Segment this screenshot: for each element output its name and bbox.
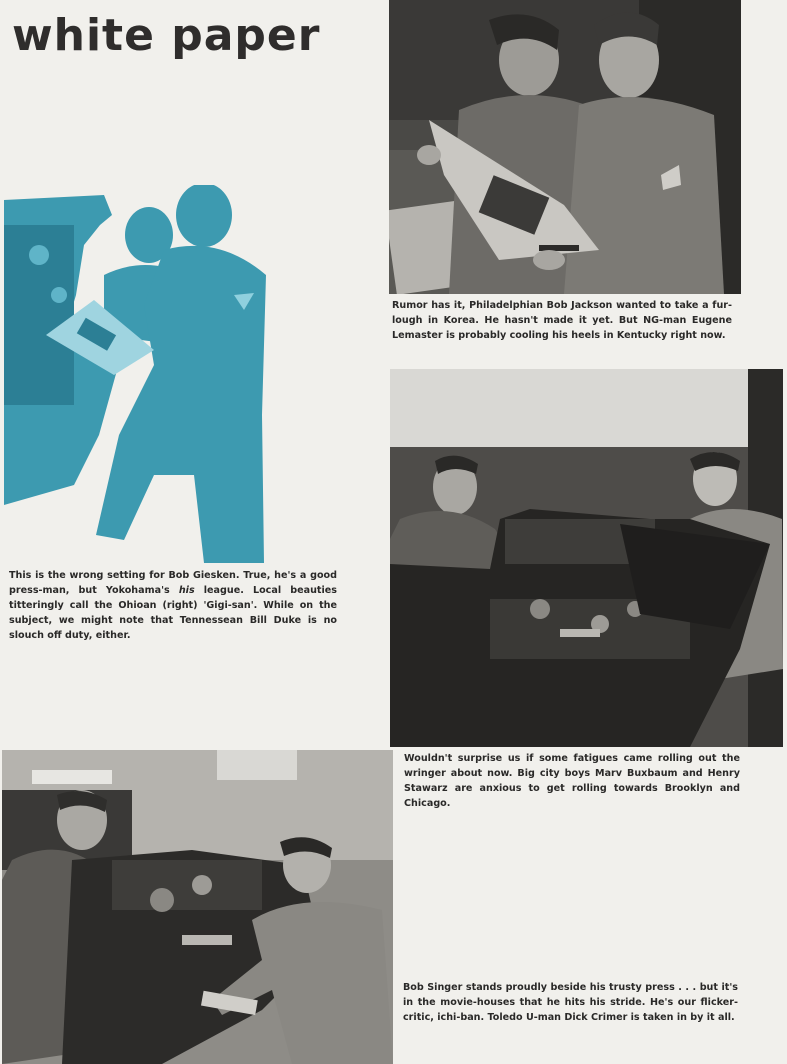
caption-teal-pressmen: This is the wrong setting for Bob Giesken. True, he's a good press-man, but Yokohama's his league. Local beauties titteringly call the Ohioan (right) 'Gigi-san'. While on the subject, we might note that Tennessean Bill Duke is no slouch off duty, either.	[9, 570, 337, 641]
caption-press-operators: Wouldn't surprise us if some fatigues came rolling out the wringer about now. Big city boys Marv Buxbaum and Henry Stawarz are anxious to get rolling towards Brooklyn and Chicago.	[404, 753, 740, 809]
photo-press-operators	[390, 369, 783, 747]
caption-newspaper-readers: Rumor has it, Philadelphian Bob Jackson wanted to take a fur-lough in Korea. He hasn't made it yet. But NG-man Eugene Lemaster is probably cooling his heels in Kentucky right now.	[392, 300, 732, 341]
photo-newspaper-readers	[389, 0, 741, 294]
photo-trusty-press	[2, 750, 393, 1064]
photo-teal-pressmen	[4, 185, 274, 563]
page-title: white paper	[12, 10, 321, 61]
caption-trusty-press: Bob Singer stands proudly beside his trusty press . . . but it's in the movie-houses that he hits his stride. He's our flicker-critic, ichi-ban. Toledo U-man Dick Crimer is taken in by it all.	[403, 982, 738, 1023]
